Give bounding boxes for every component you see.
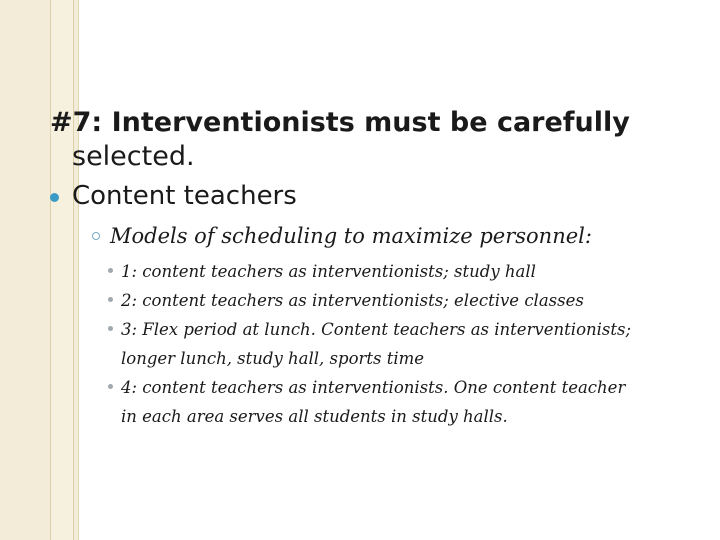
slide-title: #7: Interventionists must be carefully	[50, 107, 630, 138]
model-item-text	[121, 257, 536, 286]
bullet-text: Content teachers	[72, 181, 297, 211]
model-item-text	[121, 373, 625, 431]
model-item-3	[108, 315, 708, 373]
model-item-text	[121, 286, 584, 315]
model-item-line: 4: content teachers as interventionists. One content teacher	[121, 378, 626, 397]
model-item-4	[108, 373, 708, 431]
sub-bullet-text: Models of scheduling to maximize personnel:	[110, 224, 592, 248]
bullet-content-teachers	[50, 178, 670, 214]
model-item-line-continued: longer lunch, study hall, sports time	[121, 349, 425, 368]
small-bullet-icon	[108, 326, 113, 331]
model-item-line: 3: Flex period at lunch. Content teachers as interventionists;	[121, 320, 632, 339]
small-bullet-icon	[108, 297, 113, 302]
ring-bullet-icon	[92, 232, 100, 240]
slide-title-continuation: selected.	[72, 141, 195, 172]
model-item-line: 1: content teachers as interventionists; study hall	[121, 262, 536, 281]
model-item-text	[121, 315, 631, 373]
slide-content	[50, 0, 710, 540]
model-item-1	[108, 257, 708, 286]
sub-bullet-models	[92, 220, 592, 252]
model-item-2	[108, 286, 708, 315]
model-item-line-continued: in each area serves all students in study halls.	[121, 407, 508, 426]
bullet-dot-icon	[50, 193, 59, 202]
small-bullet-icon	[108, 268, 113, 273]
small-bullet-icon	[108, 384, 113, 389]
model-item-line: 2: content teachers as interventionists; elective classes	[121, 291, 584, 310]
